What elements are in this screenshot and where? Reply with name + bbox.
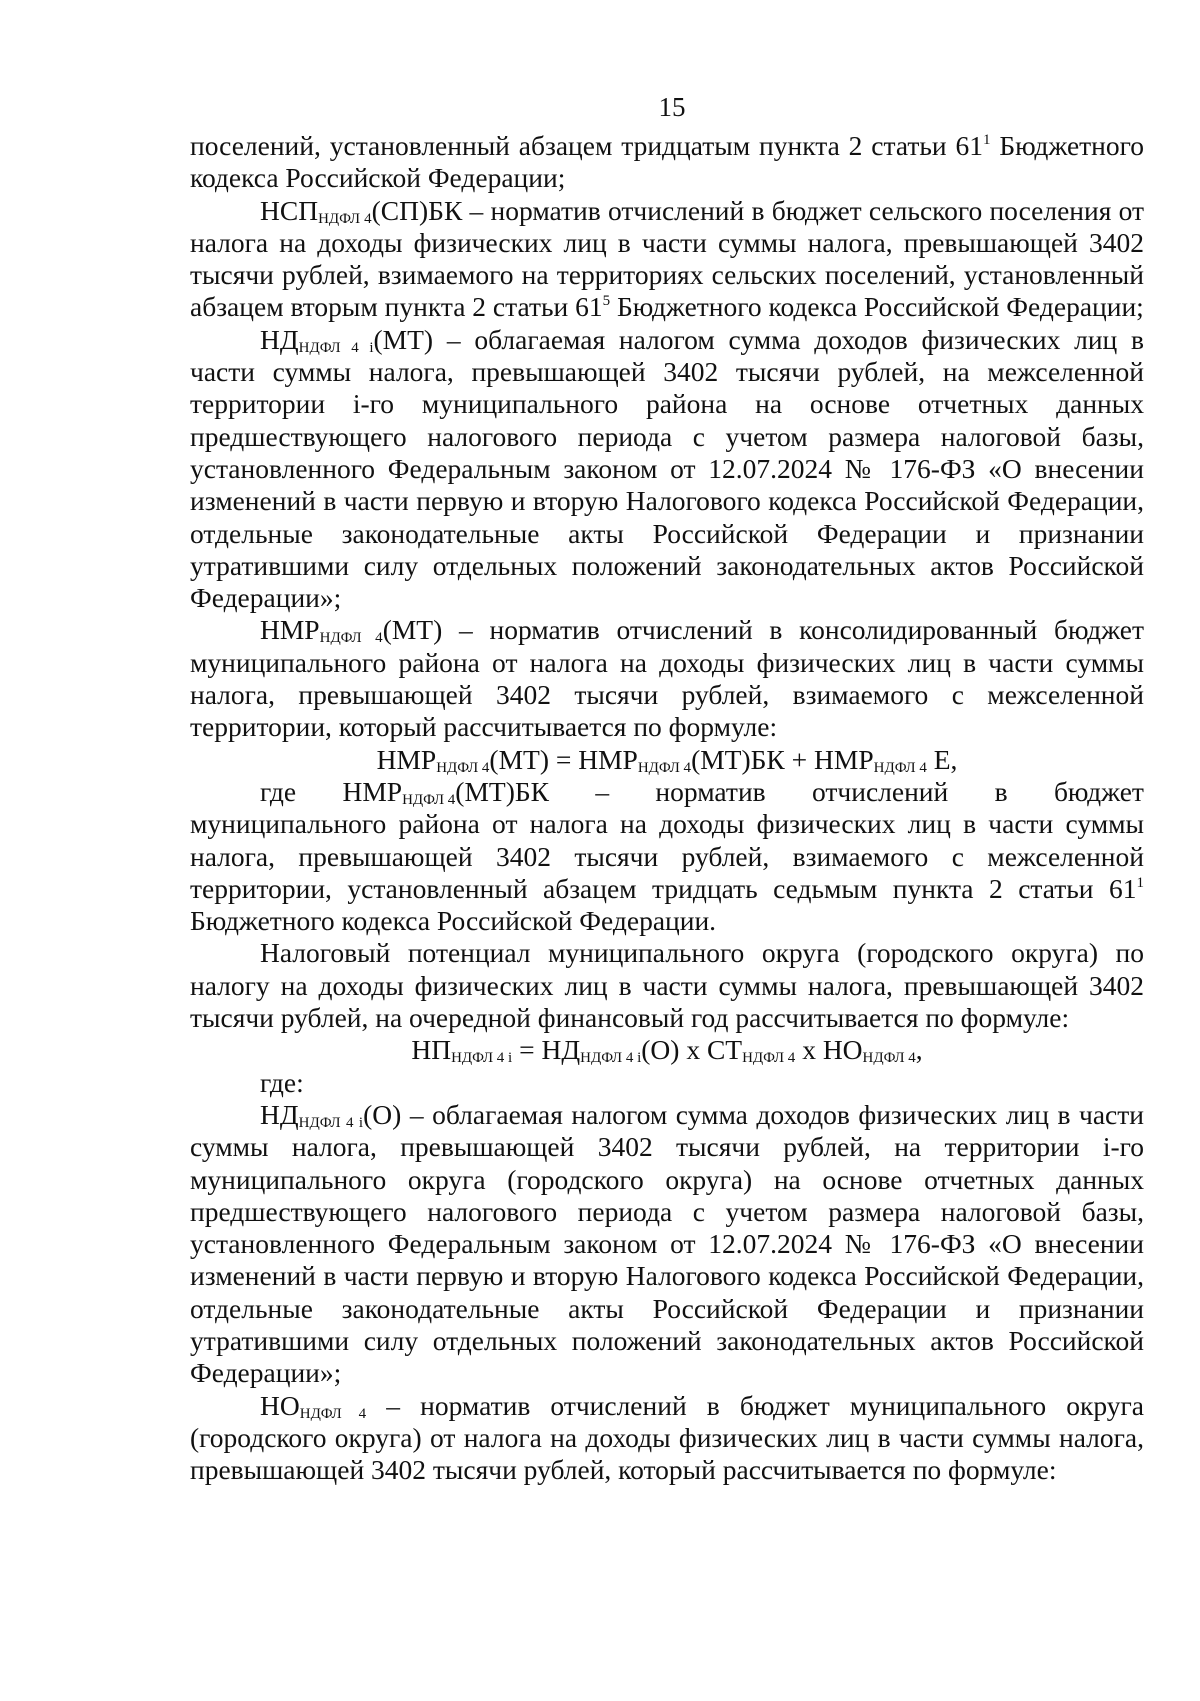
formula-term: НМР bbox=[578, 743, 638, 775]
definition-text: муниципального района от налога на доходы физических лиц в части суммы налога, превышающей 3402 тысячи рублей, взимаемого с межселенной территории, установленный абзацем тридцать седьмым пункта 2 статьи 61 bbox=[190, 808, 1144, 904]
formula-subscript: НДФЛ 4 i bbox=[580, 1050, 642, 1067]
symbol-nmr: НМР bbox=[260, 614, 320, 646]
definition-text: – облагаемая налогом сумма доходов физических лиц в части суммы налога, превышающей 3402 тысячи рублей, на территории i-го муниципального округа (городского округа) на основе отчетных данных предшествующего налогового периода с учетом размера налоговой базы, установленного Федеральным законом от 12.07.2024 № 176-ФЗ «О внесении изменений в части первую и вторую Налогового кодекса Российской Федерации, отдельные законодательные акты Российской Федерации и признании утратившими силу отдельных положений законодательных актов Российской Федерации»; bbox=[190, 1098, 1144, 1389]
definition-nsp bbox=[190, 195, 1144, 324]
definition-end: Бюджетного кодекса Российской Федерации. bbox=[190, 905, 717, 937]
symbol-nd: НД bbox=[260, 1098, 299, 1130]
formula-operator: , bbox=[915, 1034, 923, 1066]
definition-text: – облагаемая налогом сумма доходов физических лиц в части суммы налога, превышающей 3402 тысячи рублей, на межселенной территории i-го муниципального района на основе отчетных данных предшествующего налогового периода с учетом размера налоговой базы, установленного Федеральным законом от 12.07.2024 № 176-ФЗ «О внесении изменений в части первую и вторую Налогового кодекса Российской Федерации, отдельные законодательные акты Российской Федерации и признании утратившими силу отдельных положений законодательных актов Российской Федерации»; bbox=[190, 323, 1144, 614]
document-body bbox=[190, 130, 1144, 1486]
formula-subscript: НДФЛ 4 bbox=[862, 1050, 916, 1067]
word: в bbox=[994, 775, 1008, 807]
article-superscript: 5 bbox=[602, 293, 611, 310]
word: отчислений bbox=[812, 775, 949, 807]
formula-subscript: НДФЛ 4 bbox=[436, 759, 490, 776]
formula-operator: (МТ)БК + bbox=[691, 743, 815, 775]
definition-nmr-bk bbox=[190, 808, 1144, 937]
definition-end: Бюджетного кодекса Российской Федерации; bbox=[617, 291, 1144, 323]
symbol-no: НО bbox=[260, 1389, 300, 1421]
formula-term: НМР bbox=[376, 743, 437, 775]
formula-subscript: НДФЛ 4 bbox=[742, 1050, 796, 1067]
symbol-subscript: НДФЛ 4 bbox=[319, 630, 383, 647]
definition-nd-o bbox=[190, 1099, 1144, 1390]
symbol-subscript: НДФЛ 4 bbox=[402, 791, 456, 808]
definition-nmr-mt bbox=[190, 614, 1144, 743]
where-word: где bbox=[260, 775, 297, 807]
definition-no bbox=[190, 1390, 1144, 1487]
formula-operator: x bbox=[795, 1034, 823, 1066]
symbol-nmr: НМР bbox=[342, 775, 403, 807]
symbol-argument: (О) bbox=[363, 1098, 402, 1130]
symbol-nmr-bk bbox=[342, 776, 549, 808]
symbol-argument: (МТ)БК bbox=[455, 775, 549, 807]
paragraph-1-end: Бюджетного кодекса Российской Федерации; bbox=[190, 130, 1144, 194]
symbol-argument: (МТ) bbox=[373, 323, 434, 355]
symbol-argument: (СП)БК bbox=[371, 194, 463, 226]
paragraph-1 bbox=[190, 130, 1144, 195]
formula-term: НМР bbox=[814, 743, 874, 775]
symbol-subscript: НДФЛ 4 bbox=[318, 210, 372, 227]
definition-nd-mt bbox=[190, 324, 1144, 615]
definition-text: – норматив отчислений в консолидированный бюджет муниципального района от налога на доходы физических лиц в части суммы налога, превышающей 3402 тысячи рублей, взимаемого с межселенной территории, который рассчитывается по формуле: bbox=[190, 614, 1144, 743]
formula-np bbox=[190, 1034, 1144, 1066]
definition-text: – норматив отчислений в бюджет сельского поселения от налога на доходы физических лиц в части суммы налога, превышающей 3402 тысячи рублей, взимаемого на территориях сельских поселений, установленный абзацем вторым пункта 2 статьи 61 bbox=[190, 194, 1144, 323]
formula-operator: (МТ) = bbox=[489, 743, 579, 775]
symbol-nd: НД bbox=[260, 323, 299, 355]
word: норматив bbox=[655, 775, 766, 807]
where-label: где: bbox=[260, 1066, 304, 1098]
symbol-nsp: НСП bbox=[260, 194, 319, 226]
formula-term: НП bbox=[411, 1034, 452, 1066]
article-superscript: 1 bbox=[1136, 874, 1144, 891]
symbol-subscript: НДФЛ 4 i bbox=[298, 1114, 364, 1131]
formula-term: НД bbox=[541, 1034, 581, 1066]
formula-nmr bbox=[190, 744, 1144, 776]
formula-operator: (О) x bbox=[641, 1034, 707, 1066]
definition-nmr-bk-first-line bbox=[190, 776, 1144, 808]
paragraph-1-text: поселений, установленный абзацем тридцатым пункта 2 статьи 61 bbox=[190, 130, 983, 161]
word: бюджет bbox=[1053, 775, 1144, 807]
symbol-subscript: НДФЛ 4 i bbox=[298, 339, 374, 356]
formula-term: НО bbox=[822, 1034, 863, 1066]
formula-subscript: НДФЛ 4 bbox=[637, 759, 692, 776]
dash: – bbox=[595, 775, 610, 807]
formula-term: СТ bbox=[706, 1034, 743, 1066]
article-superscript: 1 bbox=[983, 132, 991, 148]
symbol-argument: (МТ) bbox=[382, 614, 443, 646]
page-number: 15 bbox=[658, 92, 686, 122]
symbol-subscript: НДФЛ 4 bbox=[299, 1405, 367, 1422]
definition-text: – норматив отчислений в бюджет муниципального округа (городского округа) от налога на доходы физических лиц в части суммы налога, превышающей 3402 тысячи рублей, который рассчитывается по формуле: bbox=[190, 1389, 1145, 1486]
formula-subscript: НДФЛ 4 i bbox=[451, 1050, 513, 1067]
formula-subscript: НДФЛ 4 bbox=[873, 759, 927, 776]
paragraph-tax-potential: Налоговый потенциал муниципального округа (городского округа) по налогу на доходы физических лиц в части суммы налога, превышающей 3402 тысячи рублей, на очередной финансовый год рассчитывается по формуле: bbox=[190, 937, 1144, 1034]
formula-operator: = bbox=[512, 1034, 542, 1066]
formula-operator: Е, bbox=[933, 743, 958, 775]
